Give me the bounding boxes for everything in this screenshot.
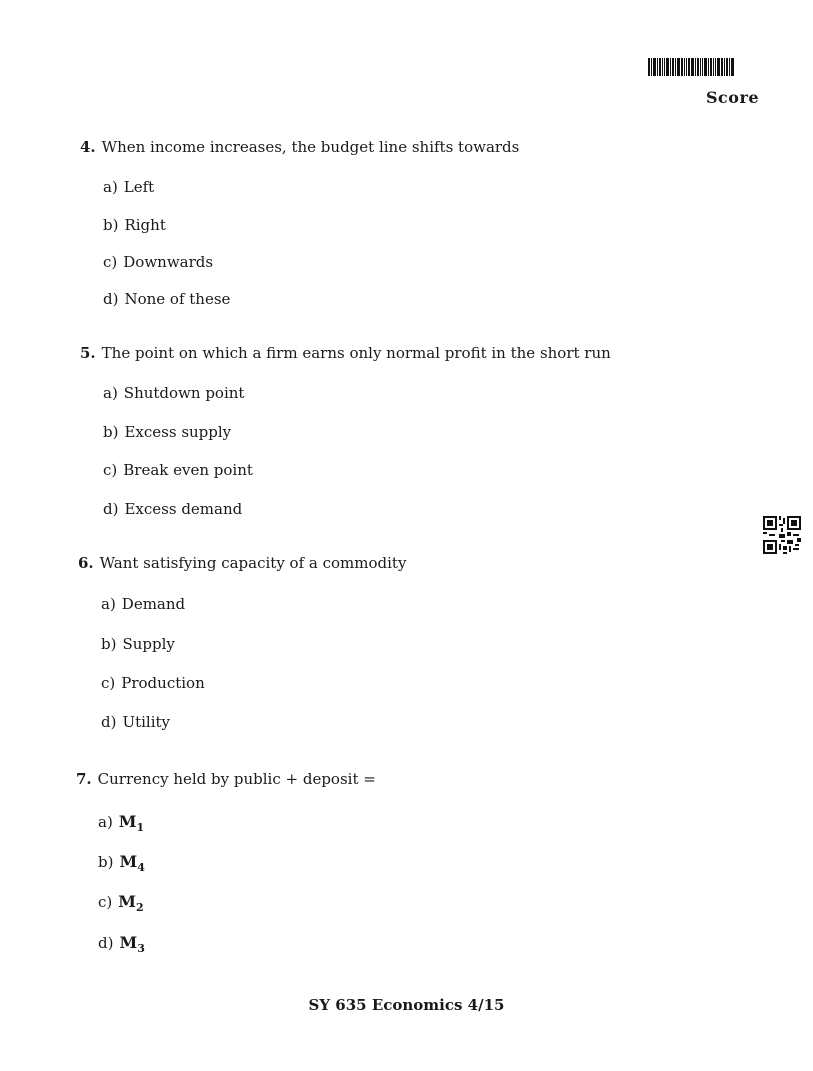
option-4c[interactable]: c) Downwards (103, 253, 214, 271)
question-6 (78, 554, 406, 572)
question-text: Want satisfying capacity of a commodity (99, 554, 407, 572)
question-number: 7. (76, 770, 92, 788)
option-4a[interactable]: a) Left (103, 178, 155, 196)
option-6b[interactable]: b) Supply (101, 635, 175, 653)
option-5a[interactable]: a) Shutdown point (103, 384, 245, 402)
question-7 (76, 770, 376, 788)
option-5b[interactable]: b) Excess supply (103, 423, 232, 441)
page-footer: SY 635 Economics 4/15 (308, 996, 505, 1014)
option-4d[interactable]: d) None of these (103, 290, 231, 308)
option-5d[interactable]: d) Excess demand (103, 500, 243, 518)
option-6d[interactable]: d) Utility (101, 713, 171, 731)
barcode (648, 58, 754, 76)
option-7b[interactable]: b) $M_4$ (98, 852, 145, 874)
question-number: 5. (80, 344, 96, 362)
option-4b[interactable]: b) Right (103, 216, 166, 234)
question-5 (80, 344, 611, 362)
question-text: The point on which a firm earns only normal profit in the short run (101, 344, 611, 362)
option-7a[interactable]: a) $M_1$ (98, 812, 145, 834)
option-6a[interactable]: a) Demand (101, 595, 186, 613)
question-4 (80, 138, 519, 156)
score-label: Score (706, 88, 760, 107)
question-number: 6. (78, 554, 94, 572)
option-6c[interactable]: c) Production (101, 674, 205, 692)
question-text: When income increases, the budget line shifts towards (101, 138, 520, 156)
question-number: 4. (80, 138, 96, 156)
option-5c[interactable]: c) Break even point (103, 461, 253, 479)
option-7d[interactable]: d) $M_3$ (98, 933, 145, 955)
option-7c[interactable]: c) $M_2$ (98, 892, 144, 914)
qr-code-icon (763, 516, 801, 554)
question-text: Currency held by public + deposit = (97, 770, 376, 788)
